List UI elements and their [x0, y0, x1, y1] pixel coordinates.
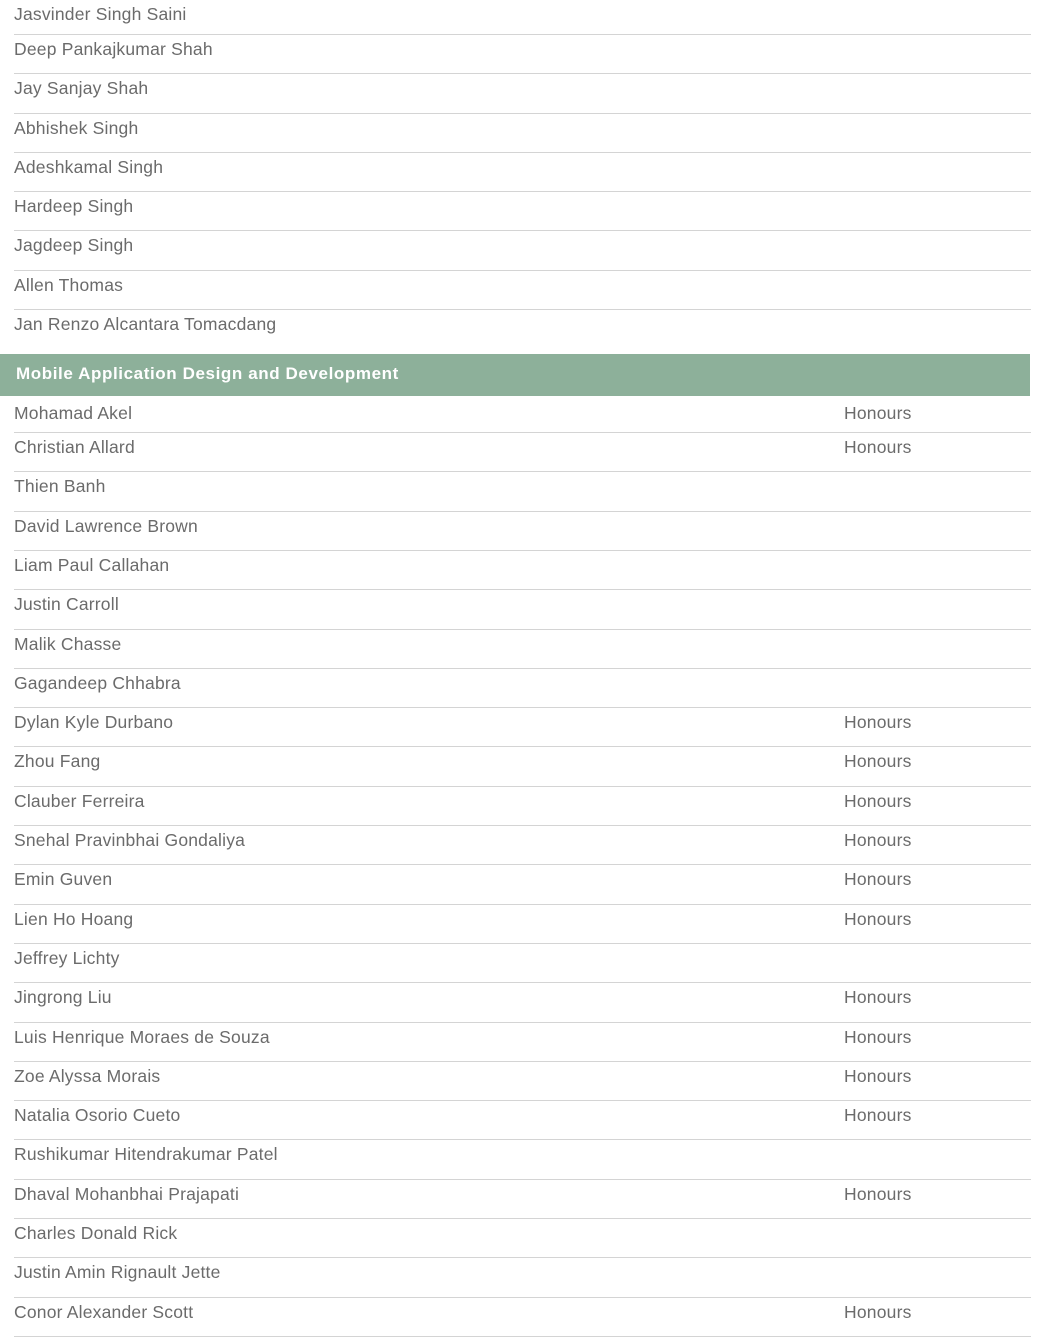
list-item — [14, 0, 1031, 35]
list-item — [14, 153, 1031, 192]
graduate-award: Honours — [844, 1301, 912, 1322]
graduate-name: Christian Allard — [14, 437, 135, 458]
program-section-header — [0, 354, 1030, 396]
graduate-name: Emin Guven — [14, 869, 113, 890]
graduate-name: Zhou Fang — [14, 751, 101, 772]
graduate-award: Honours — [844, 751, 912, 772]
program-title: Mobile Application Design and Development — [16, 364, 399, 384]
list-item — [14, 865, 1031, 904]
list-item — [14, 433, 1031, 472]
list-item — [14, 472, 1031, 511]
graduate-name: Deep Pankajkumar Shah — [14, 39, 213, 59]
graduate-name: Hardeep Singh — [14, 196, 134, 217]
graduate-award: Honours — [844, 1183, 912, 1204]
list-item — [14, 35, 1031, 74]
list-item — [14, 590, 1031, 629]
list-item — [14, 630, 1031, 669]
list-item — [14, 787, 1031, 826]
graduate-award: Honours — [844, 712, 912, 733]
list-item — [14, 114, 1031, 153]
graduate-name: Justin Amin Rignault Jette — [14, 1262, 221, 1283]
graduate-name: Lien Ho Hoang — [14, 908, 134, 929]
graduate-name: Zoe Alyssa Morais — [14, 1065, 161, 1086]
graduate-name: Luis Henrique Moraes de Souza — [14, 1026, 270, 1047]
graduate-award: Honours — [844, 437, 912, 458]
list-item — [14, 826, 1031, 865]
graduate-award: Honours — [844, 830, 912, 851]
list-item — [14, 231, 1031, 270]
graduate-name: Charles Donald Rick — [14, 1223, 178, 1244]
graduate-award: Honours — [844, 1065, 912, 1086]
list-item — [14, 192, 1031, 231]
graduate-name: Jagdeep Singh — [14, 235, 134, 256]
graduate-name: Abhishek Singh — [14, 117, 139, 138]
graduate-name: Dylan Kyle Durbano — [14, 712, 174, 733]
graduate-name: Allen Thomas — [14, 274, 124, 295]
list-item — [14, 669, 1031, 708]
list-item — [14, 708, 1031, 747]
list-item — [14, 983, 1031, 1022]
list-item — [14, 512, 1031, 551]
graduate-name: Justin Carroll — [14, 594, 119, 615]
list-item — [14, 271, 1031, 310]
graduate-name: Jasvinder Singh Saini — [14, 4, 187, 24]
graduate-award: Honours — [844, 987, 912, 1008]
graduate-award: Honours — [844, 869, 912, 890]
graduate-name: Gagandeep Chhabra — [14, 672, 181, 693]
graduate-name: David Lawrence Brown — [14, 515, 198, 536]
list-item — [14, 1101, 1031, 1140]
list-item — [14, 1258, 1031, 1297]
graduate-name: Rushikumar Hitendrakumar Patel — [14, 1144, 278, 1165]
graduate-name: Liam Paul Callahan — [14, 554, 170, 575]
list-item — [14, 1219, 1031, 1258]
list-item — [14, 1140, 1031, 1179]
list-item — [14, 310, 1031, 354]
list-item — [14, 944, 1031, 983]
graduate-name: Natalia Osorio Cueto — [14, 1105, 181, 1126]
graduate-name: Clauber Ferreira — [14, 790, 145, 811]
list-item — [14, 74, 1031, 113]
list-item — [14, 1062, 1031, 1101]
list-item — [14, 396, 1031, 433]
graduate-award: Honours — [844, 790, 912, 811]
graduate-award: Honours — [844, 908, 912, 929]
graduate-name: Mohamad Akel — [14, 403, 133, 424]
graduate-name: Jan Renzo Alcantara Tomacdang — [14, 314, 277, 335]
graduate-name: Malik Chasse — [14, 633, 122, 654]
graduate-name: Conor Alexander Scott — [14, 1301, 194, 1322]
graduate-award: Honours — [844, 403, 912, 424]
list-item — [14, 905, 1031, 944]
graduate-name: Jay Sanjay Shah — [14, 78, 149, 99]
graduate-name: Snehal Pravinbhai Gondaliya — [14, 830, 246, 851]
list-item — [14, 1180, 1031, 1219]
list-item — [14, 747, 1031, 786]
list-item — [14, 551, 1031, 590]
graduate-name: Adeshkamal Singh — [14, 156, 164, 177]
list-item — [14, 1298, 1031, 1337]
graduate-name: Dhaval Mohanbhai Prajapati — [14, 1183, 240, 1204]
list-item — [14, 1023, 1031, 1062]
graduate-name: Jeffrey Lichty — [14, 947, 120, 968]
graduate-award: Honours — [844, 1105, 912, 1126]
graduate-award: Honours — [844, 1026, 912, 1047]
graduate-name: Thien Banh — [14, 476, 106, 497]
graduate-name: Jingrong Liu — [14, 987, 112, 1008]
